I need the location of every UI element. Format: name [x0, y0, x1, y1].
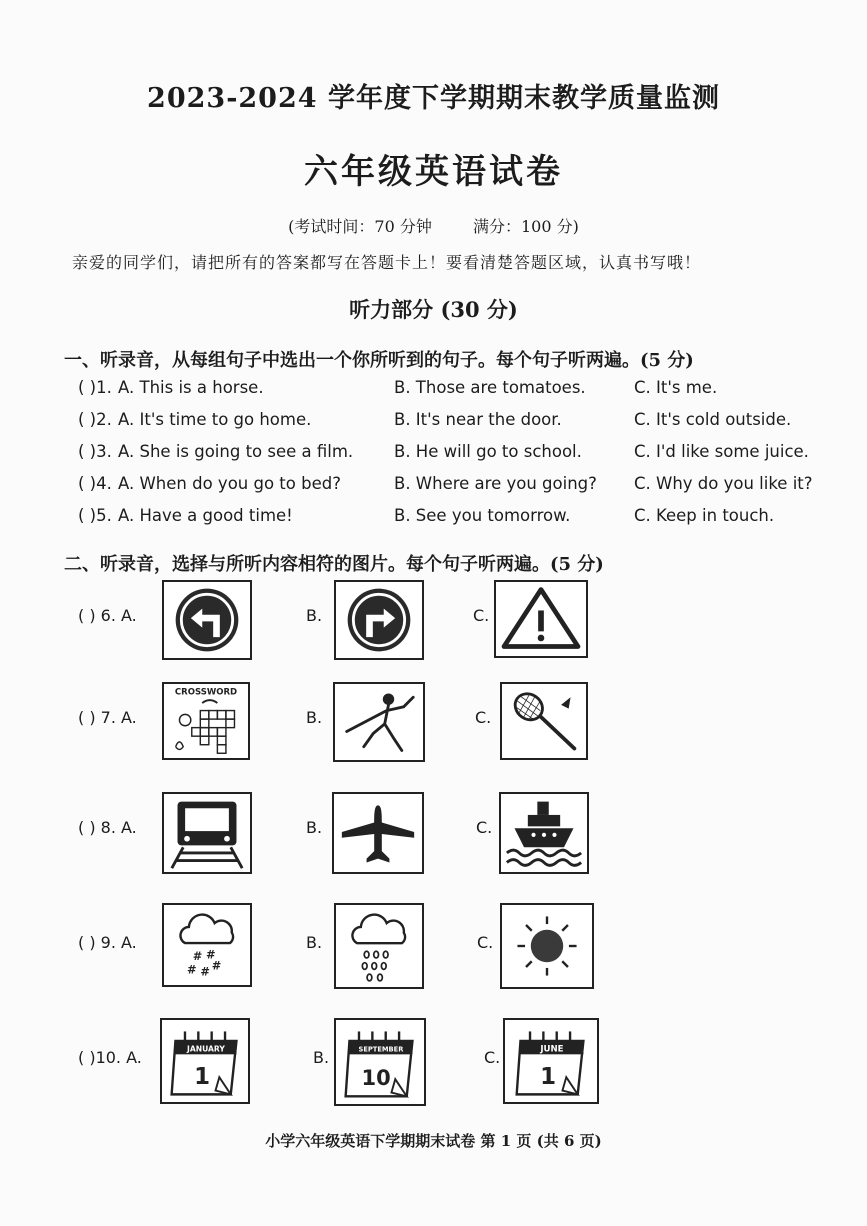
question-number: ( )1.	[78, 378, 112, 397]
svg-text:#: #	[187, 962, 197, 977]
plane-icon	[332, 792, 424, 874]
snowy-icon	[162, 903, 252, 987]
option-a: A. She is going to see a film.	[118, 442, 354, 461]
option-c: C. It's cold outside.	[634, 410, 792, 429]
exam-time: (考试时间：70 分钟	[288, 217, 432, 236]
option-a: A. It's time to go home.	[118, 410, 312, 429]
option-c: C. It's me.	[634, 378, 718, 397]
option-b-letter: B.	[313, 1048, 330, 1067]
page-footer: 小学六年级英语下学期期末试卷 第 1 页 (共 6 页)	[265, 1132, 602, 1150]
calendar-month: JANUARY	[187, 1044, 225, 1054]
kung-fu-icon	[333, 682, 425, 762]
question-number: ( ) 9. A.	[78, 933, 137, 952]
question-number: ( ) 6. A.	[78, 606, 137, 625]
option-b-letter: B.	[306, 606, 323, 625]
option-a: A. When do you go to bed?	[118, 474, 341, 493]
badminton-icon	[500, 682, 588, 760]
option-c: C. Keep in touch.	[634, 506, 775, 525]
option-a: A. Have a good time!	[118, 506, 293, 525]
question-number: ( )10. A.	[78, 1048, 142, 1067]
calendar-month: SEPTEMBER	[358, 1045, 404, 1054]
turn-left-sign-icon	[162, 580, 252, 660]
option-b: B. See you tomorrow.	[394, 506, 571, 525]
calendar-january-icon	[160, 1018, 250, 1104]
exam-score: 满分：100 分)	[472, 217, 579, 236]
calendar-month: JUNE	[540, 1044, 564, 1055]
svg-text:#: #	[200, 964, 210, 979]
warning-sign-icon	[494, 580, 588, 658]
calendar-september-icon	[334, 1018, 426, 1106]
option-c-letter: C.	[476, 818, 493, 837]
question-number: ( )5.	[78, 506, 112, 525]
crossword-label: CROSSWORD	[174, 687, 238, 698]
svg-text:#: #	[192, 949, 203, 964]
option-b: B. It's near the door.	[394, 410, 562, 429]
train-icon	[162, 792, 252, 874]
option-b-letter: B.	[306, 708, 323, 727]
calendar-june-icon	[503, 1018, 599, 1104]
calendar-day: 1	[540, 1063, 557, 1090]
option-b: B. Those are tomatoes.	[394, 378, 586, 397]
exam-info	[0, 214, 867, 237]
option-b: B. Where are you going?	[394, 474, 597, 493]
option-c-letter: C.	[484, 1048, 501, 1067]
section1-title: 一、听录音，从每组句子中选出一个你所听到的句子。每个句子听两遍。(5 分)	[64, 350, 694, 371]
section2-title: 二、听录音，选择与所听内容相符的图片。每个句子听两遍。(5 分)	[64, 554, 604, 575]
option-c-letter: C.	[473, 606, 490, 625]
option-c-letter: C.	[477, 933, 494, 952]
exam-subtitle: 六年级英语试卷	[304, 152, 563, 192]
exam-title: 2023-2024 学年度下学期期末教学质量监测	[147, 83, 720, 114]
calendar-day: 10	[361, 1065, 391, 1090]
svg-text:#: #	[206, 947, 216, 962]
svg-text:#: #	[211, 958, 222, 973]
rainy-icon	[334, 903, 424, 989]
crossword-icon	[162, 682, 250, 760]
listening-part-title: 听力部分 (30 分)	[349, 297, 518, 322]
question-number: ( )3.	[78, 442, 112, 461]
question-number: ( ) 8. A.	[78, 818, 137, 837]
question-number: ( )2.	[78, 410, 112, 429]
question-number: ( ) 7. A.	[78, 708, 137, 727]
notice: 亲爱的同学们，请把所有的答案都写在答题卡上！要看清楚答题区域，认真书写哦！	[72, 253, 702, 272]
option-b-letter: B.	[306, 818, 323, 837]
option-c: C. Why do you like it?	[634, 474, 813, 493]
option-c-letter: C.	[475, 708, 492, 727]
option-b: B. He will go to school.	[394, 442, 582, 461]
ship-icon	[499, 792, 589, 874]
option-a: A. This is a horse.	[118, 378, 264, 397]
option-c: C. I'd like some juice.	[634, 442, 809, 461]
sunny-icon	[500, 903, 594, 989]
calendar-day: 1	[194, 1063, 211, 1090]
turn-right-sign-icon	[334, 580, 424, 660]
option-b-letter: B.	[306, 933, 323, 952]
question-number: ( )4.	[78, 474, 112, 493]
